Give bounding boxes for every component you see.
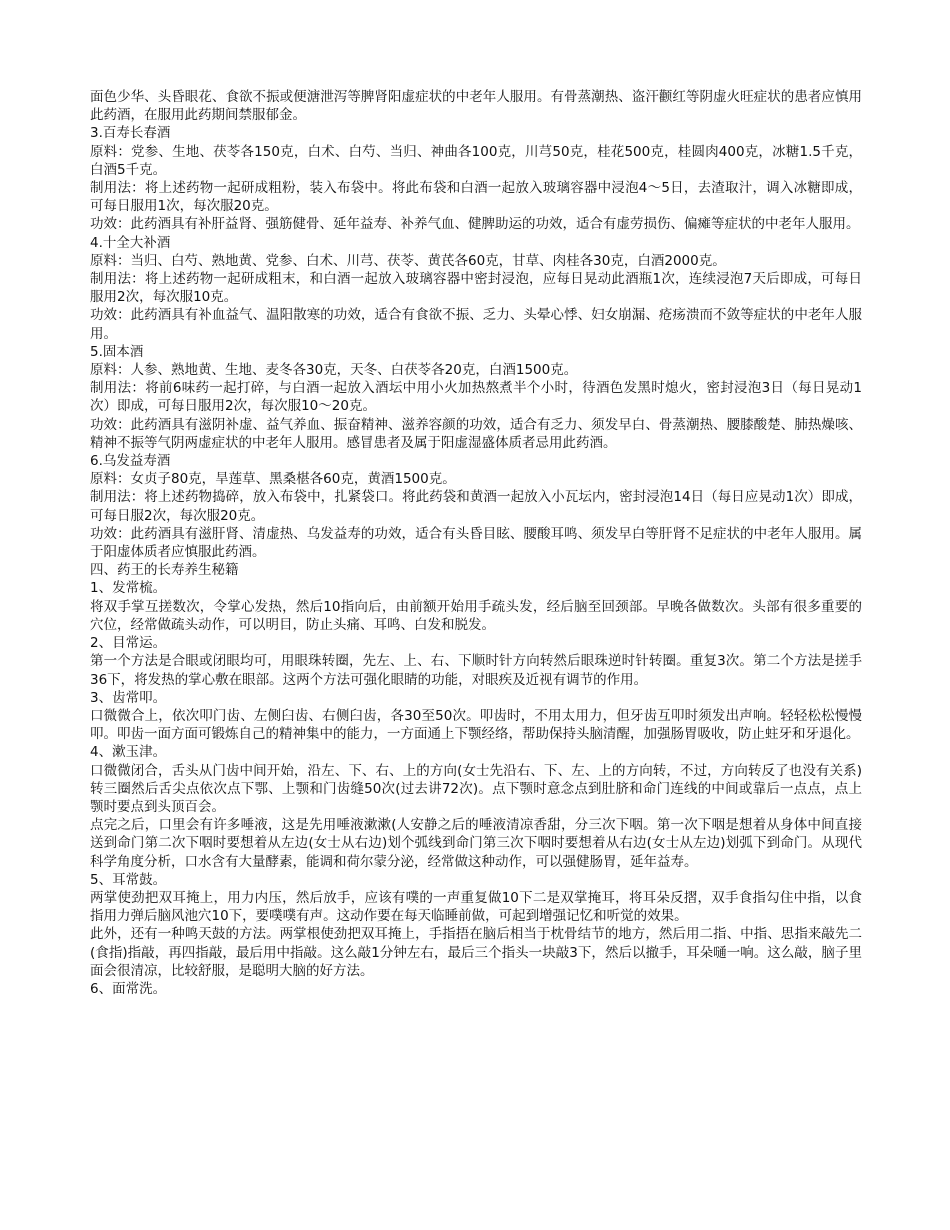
tip-heading: 1、发常梳。 (90, 580, 167, 597)
document-body (90, 88, 862, 998)
tip-paragraph: 两掌使劲把双耳掩上，用力内压，然后放手，应该有噗的一声重复做10下二是双掌掩耳，将耳朵反摺，双手食指勾住中指，以食指用力弹后脑风池穴10下，要噗噗有声。这动作要在每天临睡前做，可起到增强记忆和听觉的效果。 (90, 889, 862, 925)
ingredients-paragraph: 原料：人参、熟地黄、生地、麦冬各30克，天冬、白茯苓各20克，白酒1500克。 (90, 362, 578, 379)
section-heading: 5.固本酒 (90, 343, 144, 360)
tip-heading: 4、漱玉津。 (90, 744, 167, 761)
preparation-paragraph: 制用法：将上述药物一起研成粗粉，装入布袋中。将此布袋和白酒一起放入玻璃容器中浸泡4～5日，去渣取汁，调入冰糖即成，可每日服用1次，每次服20克。 (90, 180, 862, 215)
preparation-paragraph: 制用法：将上述药物一起研成粗末，和白酒一起放入玻璃容器中密封浸泡，应每日晃动此酒瓶1次，连续浸泡7天后即成，可每日服用2次，每次服10克。 (90, 271, 862, 306)
ingredients-paragraph: 原料：当归、白芍、熟地黄、党参、白术、川芎、茯苓、黄芪各60克，甘草、肉桂各30克，白酒2000克。 (90, 252, 726, 269)
tip-paragraph: 口微微闭合，舌头从门齿中间开始，沿左、下、右、上的方向(女士先沿右、下、左、上的方向转，不过，方向转反了也没有关系)转三圈然后舌尖点依次点下鄂、上颚和门齿缝50次(过去讲72次)。点下颚时意念点到肚脐和命门连线的中间或靠后一点点，点上颚时要点到头顶百会。 (90, 762, 862, 815)
preparation-paragraph: 制用法：将前6味药一起打碎，与白酒一起放入酒坛中用小火加热熬煮半个小时，待酒色发黑时熄火，密封浸泡3日（每日晃动1次）即成，可每日服用2次，每次服10～20克。 (90, 380, 862, 415)
ingredients-paragraph: 原料：女贞子80克，旱莲草、黑桑椹各60克，黄酒1500克。 (90, 471, 456, 488)
section-heading: 6.乌发益寿酒 (90, 453, 171, 470)
effect-paragraph: 功效：此药酒具有滋阴补虚、益气养血、振奋精神、滋养容颜的功效，适合有乏力、须发早白、骨蒸潮热、腰膝酸楚、肺热燥咳、精神不振等气阴两虚症状的中老年人服用。感冒患者及属于阳虚湿盛体质者忌用此药酒。 (90, 416, 862, 451)
section-heading: 3.百寿长春酒 (90, 125, 171, 142)
effect-paragraph: 功效：此药酒具有补肝益肾、强筋健骨、延年益寿、补养气血、健脾助运的功效，适合有虚劳损伤、偏瘫等症状的中老年人服用。 (90, 216, 860, 233)
preparation-paragraph: 制用法：将上述药物捣碎，放入布袋中，扎紧袋口。将此药袋和黄酒一起放入小瓦坛内，密封浸泡14日（每日应晃动1次）即成，可每日服2次，每次服20克。 (90, 489, 862, 524)
tip-paragraph: 点完之后，口里会有许多唾液，这是先用唾液漱漱(人安静之后的唾液清凉香甜，分三次下咽。第一次下咽是想着从身体中间直接送到命门第二次下咽时要想着从左边(女士从右边)划个弧线到命门第三次下咽时要想着从右边(女士从左边)划弧下到命门。从现代科学角度分析，口水含有大量酵素，能调和荷尔蒙分泌，经常做这种动作，可以强健肠胃，延年益寿。 (90, 817, 862, 870)
effect-paragraph: 功效：此药酒具有滋肝肾、清虚热、乌发益寿的功效，适合有头昏目眩、腰酸耳鸣、须发早白等肝肾不足症状的中老年人服用。属于阳虚体质者应慎服此药酒。 (90, 525, 862, 561)
effect-paragraph: 功效：此药酒具有补血益气、温阳散寒的功效，适合有食欲不振、乏力、头晕心悸、妇女崩漏、疮疡溃而不敛等症状的中老年人服用。 (90, 307, 862, 342)
chapter-heading: 四、药王的长寿养生秘籍 (90, 562, 239, 579)
tip-paragraph: 此外，还有一种鸣天鼓的方法。两掌根使劲把双耳掩上，手指捂在脑后相当于枕骨结节的地方，然后用二指、中指、思指来敲先二(食指)指敲，再四指敲，最后用中指敲。这么敲1分钟左右，最后三个指头一块敲3下，然后以撤手，耳朵嗵一响。这么敲，脑子里面会很清凉，比较舒服，是聪明大脑的好方法。 (90, 926, 862, 979)
tip-paragraph: 将双手掌互搓数次，令掌心发热，然后10指向后，由前额开始用手疏头发，经后脑至回颈部。早晚各做数次。头部有很多重要的穴位，经常做疏头动作，可以明目，防止头痛、耳鸣、白发和脱发。 (90, 598, 862, 633)
tip-heading: 6、面常洗。 (90, 980, 167, 997)
section-heading: 4.十全大补酒 (90, 234, 171, 251)
tip-heading: 2、目常运。 (90, 635, 167, 652)
intro-paragraph: 面色少华、头昏眼花、食欲不振或便溏泄泻等脾肾阳虚症状的中老年人服用。有骨蒸潮热、盗汗颧红等阴虚火旺症状的患者应慎用此药酒，在服用此药期间禁服郁金。 (90, 89, 862, 124)
tip-paragraph: 口微微合上，依次叩门齿、左侧臼齿、右侧臼齿，各30至50次。叩齿时，不用太用力，但牙齿互叩时须发出声响。轻轻松松慢慢叩。叩齿一面方面可锻炼自己的精神集中的能力，一方面通上下颚经络，帮助保持头脑清醒，加强肠胃吸收，防止蛀牙和牙退化。 (90, 707, 862, 743)
ingredients-paragraph: 原料：党参、生地、茯苓各150克，白术、白芍、当归、神曲各100克，川芎50克，桂花500克，桂圆肉400克，冰糖1.5千克，白酒5千克。 (90, 143, 862, 178)
tip-heading: 3、齿常叩。 (90, 689, 167, 706)
tip-heading: 5、耳常鼓。 (90, 871, 167, 888)
tip-paragraph: 第一个方法是合眼或闭眼均可，用眼珠转圈，先左、上、右、下顺时针方向转然后眼珠逆时针转圈。重复3次。第二个方法是搓手36下，将发热的掌心敷在眼部。这两个方法可强化眼睛的功能，对眼疾及近视有调节的作用。 (90, 653, 862, 688)
